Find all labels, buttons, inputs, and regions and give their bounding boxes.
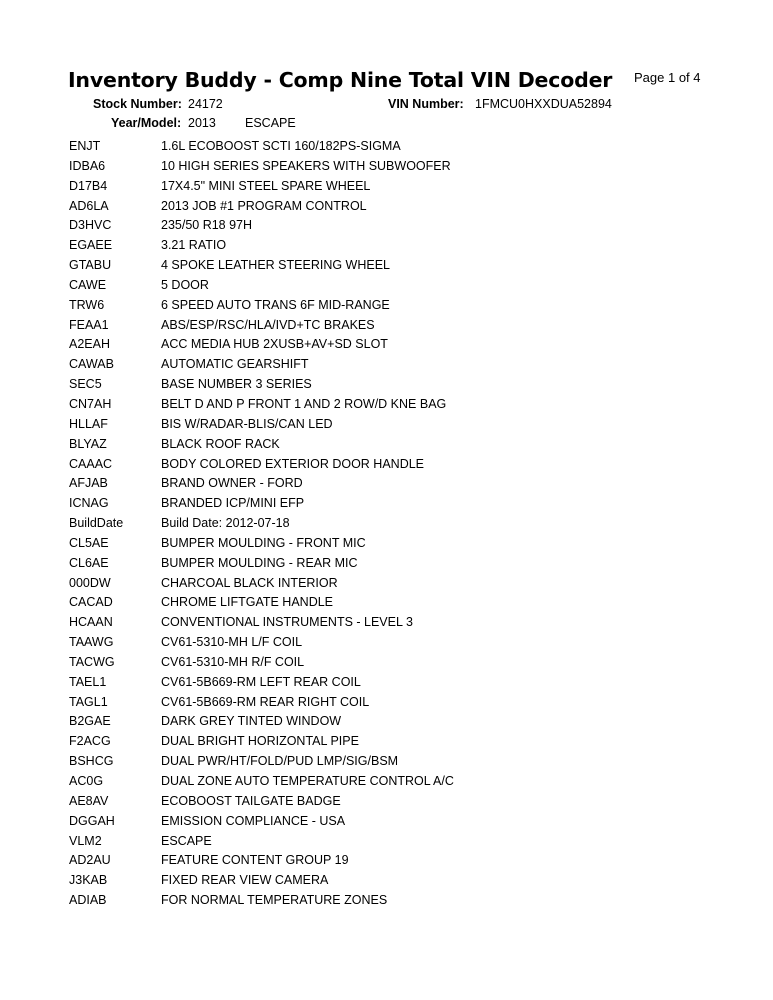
- option-code: TRW6: [69, 297, 105, 312]
- option-code: TACWG: [69, 654, 115, 669]
- option-code: ENJT: [69, 139, 101, 153]
- option-code: CAWAB: [69, 357, 114, 372]
- vin-number-label: VIN Number:: [388, 97, 464, 111]
- option-code: BLYAZ: [69, 436, 107, 451]
- option-row: [0, 613, 773, 633]
- option-code: CAWE: [69, 277, 107, 292]
- option-row: [0, 157, 773, 177]
- option-code: TAEL1: [69, 674, 107, 689]
- option-description: 4 SPOKE LEATHER STEERING WHEEL: [161, 258, 390, 273]
- option-row: [0, 832, 773, 852]
- option-code: AD6LA: [69, 198, 109, 213]
- option-code: 000DW: [69, 575, 111, 590]
- option-code: ADIAB: [69, 893, 107, 908]
- option-description: CONVENTIONAL INSTRUMENTS - LEVEL 3: [161, 615, 413, 630]
- option-code: BuildDate: [69, 516, 124, 531]
- option-code: IDBA6: [69, 158, 106, 173]
- option-description: BRANDED ICP/MINI EFP: [161, 496, 305, 511]
- option-code: AD2AU: [69, 853, 111, 868]
- option-code: FEAA1: [69, 317, 109, 332]
- option-code: GTABU: [69, 258, 112, 273]
- option-description: DUAL PWR/HT/FOLD/PUD LMP/SIG/BSM: [161, 754, 399, 769]
- option-code: SEC5: [69, 377, 102, 392]
- option-description: DARK GREY TINTED WINDOW: [161, 714, 342, 729]
- option-description: CV61-5B669-RM LEFT REAR COIL: [161, 674, 361, 689]
- option-code: CN7AH: [69, 396, 112, 411]
- option-row: [0, 772, 773, 792]
- vin-number-value: 1FMCU0HXXDUA52894: [475, 97, 612, 111]
- option-description: 2013 JOB #1 PROGRAM CONTROL: [161, 198, 367, 213]
- stock-number-value: 24172: [188, 97, 223, 111]
- option-row: [0, 514, 773, 534]
- option-description: 17X4.5" MINI STEEL SPARE WHEEL: [161, 178, 371, 193]
- option-code: J3KAB: [69, 873, 108, 888]
- option-row: [0, 554, 773, 574]
- option-code: TAAWG: [69, 635, 114, 650]
- option-code: CL6AE: [69, 555, 109, 570]
- option-description: 3.21 RATIO: [161, 238, 227, 253]
- option-description: 1.6L ECOBOOST SCTI 160/182PS-SIGMA: [161, 139, 401, 153]
- option-row: [0, 415, 773, 435]
- stock-number-label: Stock Number:: [93, 97, 182, 111]
- option-code: EGAEE: [69, 238, 113, 253]
- option-description: CV61-5310-MH R/F COIL: [161, 654, 305, 669]
- option-description: ECOBOOST TAILGATE BADGE: [161, 793, 341, 808]
- option-row: [0, 633, 773, 653]
- option-row: [0, 891, 773, 911]
- option-row: [0, 216, 773, 236]
- option-description: ABS/ESP/RSC/HLA/IVD+TC BRAKES: [161, 317, 375, 332]
- option-row: [0, 653, 773, 673]
- option-row: [0, 474, 773, 494]
- option-description: CV61-5310-MH L/F COIL: [161, 635, 303, 650]
- option-row: [0, 335, 773, 355]
- option-code: D3HVC: [69, 218, 112, 233]
- option-row: [0, 534, 773, 554]
- option-description: 5 DOOR: [161, 277, 209, 292]
- option-row: [0, 137, 773, 157]
- option-row: [0, 673, 773, 693]
- option-description: BASE NUMBER 3 SERIES: [161, 377, 312, 392]
- page-number: Page 1 of 4: [634, 70, 701, 85]
- option-code: VLM2: [69, 833, 102, 848]
- option-code: TAGL1: [69, 694, 108, 709]
- option-row: [0, 712, 773, 732]
- option-code: BSHCG: [69, 754, 114, 769]
- option-code: ICNAG: [69, 496, 109, 511]
- year-value: 2013: [188, 116, 216, 130]
- option-code: CACAD: [69, 595, 113, 610]
- option-description: DUAL BRIGHT HORIZONTAL PIPE: [161, 734, 359, 749]
- option-row: [0, 395, 773, 415]
- option-description: 235/50 R18 97H: [161, 218, 253, 233]
- year-model-label: Year/Model:: [111, 116, 182, 130]
- option-row: [0, 455, 773, 475]
- option-description: Build Date: 2012-07-18: [161, 516, 290, 531]
- option-code: HCAAN: [69, 615, 113, 630]
- option-description: FEATURE CONTENT GROUP 19: [161, 853, 349, 868]
- option-description: BODY COLORED EXTERIOR DOOR HANDLE: [161, 456, 425, 471]
- option-row: [0, 693, 773, 713]
- option-description: CV61-5B669-RM REAR RIGHT COIL: [161, 694, 370, 709]
- option-code: AFJAB: [69, 476, 108, 491]
- option-code: AC0G: [69, 774, 104, 788]
- option-row: [0, 316, 773, 336]
- option-row: [0, 494, 773, 514]
- option-description: DUAL ZONE AUTO TEMPERATURE CONTROL A/C: [161, 774, 454, 788]
- option-row: [0, 593, 773, 613]
- option-code: AE8AV: [69, 793, 109, 808]
- option-description: BUMPER MOULDING - FRONT MIC: [161, 535, 366, 550]
- option-row: [0, 435, 773, 455]
- option-row: [0, 256, 773, 276]
- option-row: [0, 276, 773, 296]
- option-row: [0, 752, 773, 772]
- options-list: [0, 137, 773, 911]
- option-row: [0, 177, 773, 197]
- option-code: HLLAF: [69, 416, 108, 431]
- option-description: FIXED REAR VIEW CAMERA: [161, 873, 329, 888]
- option-description: BUMPER MOULDING - REAR MIC: [161, 555, 358, 570]
- option-description: CHARCOAL BLACK INTERIOR: [161, 575, 338, 590]
- model-value: ESCAPE: [245, 116, 296, 130]
- option-row: [0, 236, 773, 256]
- option-row: [0, 355, 773, 375]
- option-description: BRAND OWNER - FORD: [161, 476, 303, 491]
- option-description: CHROME LIFTGATE HANDLE: [161, 595, 334, 610]
- option-description: 10 HIGH SERIES SPEAKERS WITH SUBWOOFER: [161, 158, 451, 173]
- option-code: CAAAC: [69, 456, 113, 471]
- option-row: [0, 296, 773, 316]
- option-row: [0, 812, 773, 832]
- option-description: BLACK ROOF RACK: [161, 436, 280, 451]
- option-row: [0, 871, 773, 891]
- option-description: ESCAPE: [161, 833, 212, 848]
- option-description: 6 SPEED AUTO TRANS 6F MID-RANGE: [161, 297, 390, 312]
- option-code: DGGAH: [69, 813, 115, 828]
- option-code: D17B4: [69, 178, 108, 193]
- option-code: F2ACG: [69, 734, 111, 749]
- document-title: Inventory Buddy - Comp Nine Total VIN Decoder: [68, 68, 613, 92]
- option-description: BELT D AND P FRONT 1 AND 2 ROW/D KNE BAG: [161, 396, 447, 411]
- option-row: [0, 574, 773, 594]
- option-row: [0, 732, 773, 752]
- option-description: AUTOMATIC GEARSHIFT: [161, 357, 309, 372]
- option-row: [0, 375, 773, 395]
- option-description: EMISSION COMPLIANCE - USA: [161, 813, 346, 828]
- option-row: [0, 851, 773, 871]
- option-row: [0, 197, 773, 217]
- option-code: A2EAH: [69, 337, 110, 352]
- option-description: BIS W/RADAR-BLIS/CAN LED: [161, 416, 333, 431]
- option-code: CL5AE: [69, 535, 109, 550]
- option-description: ACC MEDIA HUB 2XUSB+AV+SD SLOT: [161, 337, 388, 352]
- option-code: B2GAE: [69, 714, 111, 729]
- option-description: FOR NORMAL TEMPERATURE ZONES: [161, 893, 388, 908]
- option-row: [0, 792, 773, 812]
